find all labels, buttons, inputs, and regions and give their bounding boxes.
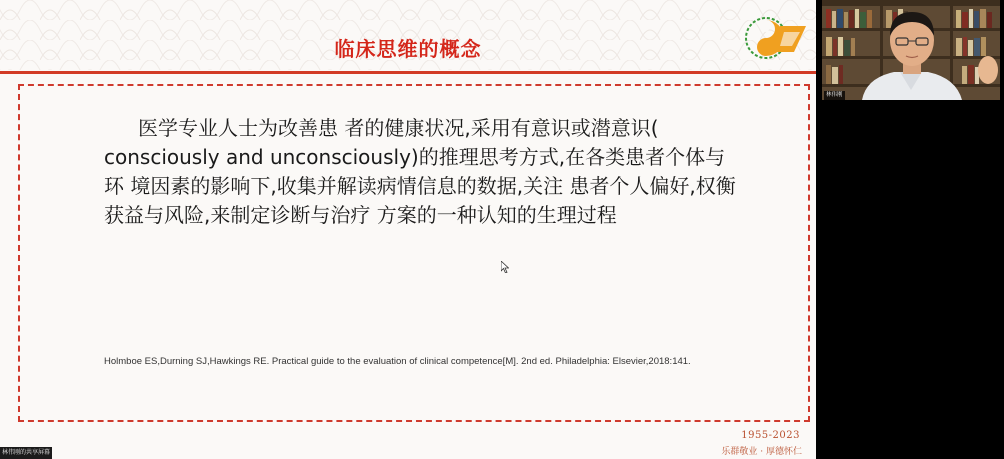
hospital-logo-icon — [742, 12, 808, 64]
participant-name-label: 林伟刚 — [826, 92, 843, 98]
participant-video[interactable] — [822, 0, 1000, 100]
screen-share-label: 林伟刚的共享屏幕 — [0, 447, 52, 459]
slide-body-text — [104, 114, 744, 230]
reference-citation: Holmboe ES,Durning SJ,Hawkings RE. Practical guide to the evaluation of clinical competence[M]. 2nd ed. Philadelphia: Elsevier,2018:141. — [104, 356, 691, 367]
content-frame — [18, 84, 810, 422]
anniversary-years: 1955-2023 — [741, 430, 800, 441]
mouse-pointer-icon — [501, 261, 509, 273]
body-paragraph: 医学专业人士为改善患 者的健康状况,采用有意识或潜意识( consciously and unconsciously)的推理思考方式,在各类患者个体与环 境因素的影响下,收集并解读病情信息的数据,关注 患者个人偏好,权衡获益与风险,来制定诊断与治疗 方案的一种认知的生理过程 — [104, 116, 736, 227]
title-divider — [0, 71, 816, 74]
presenter-video-frame — [822, 0, 1000, 100]
hospital-motto: 乐群敬业 · 厚德怀仁 — [721, 447, 802, 457]
slide-title: 临床思维的概念 — [334, 37, 482, 61]
